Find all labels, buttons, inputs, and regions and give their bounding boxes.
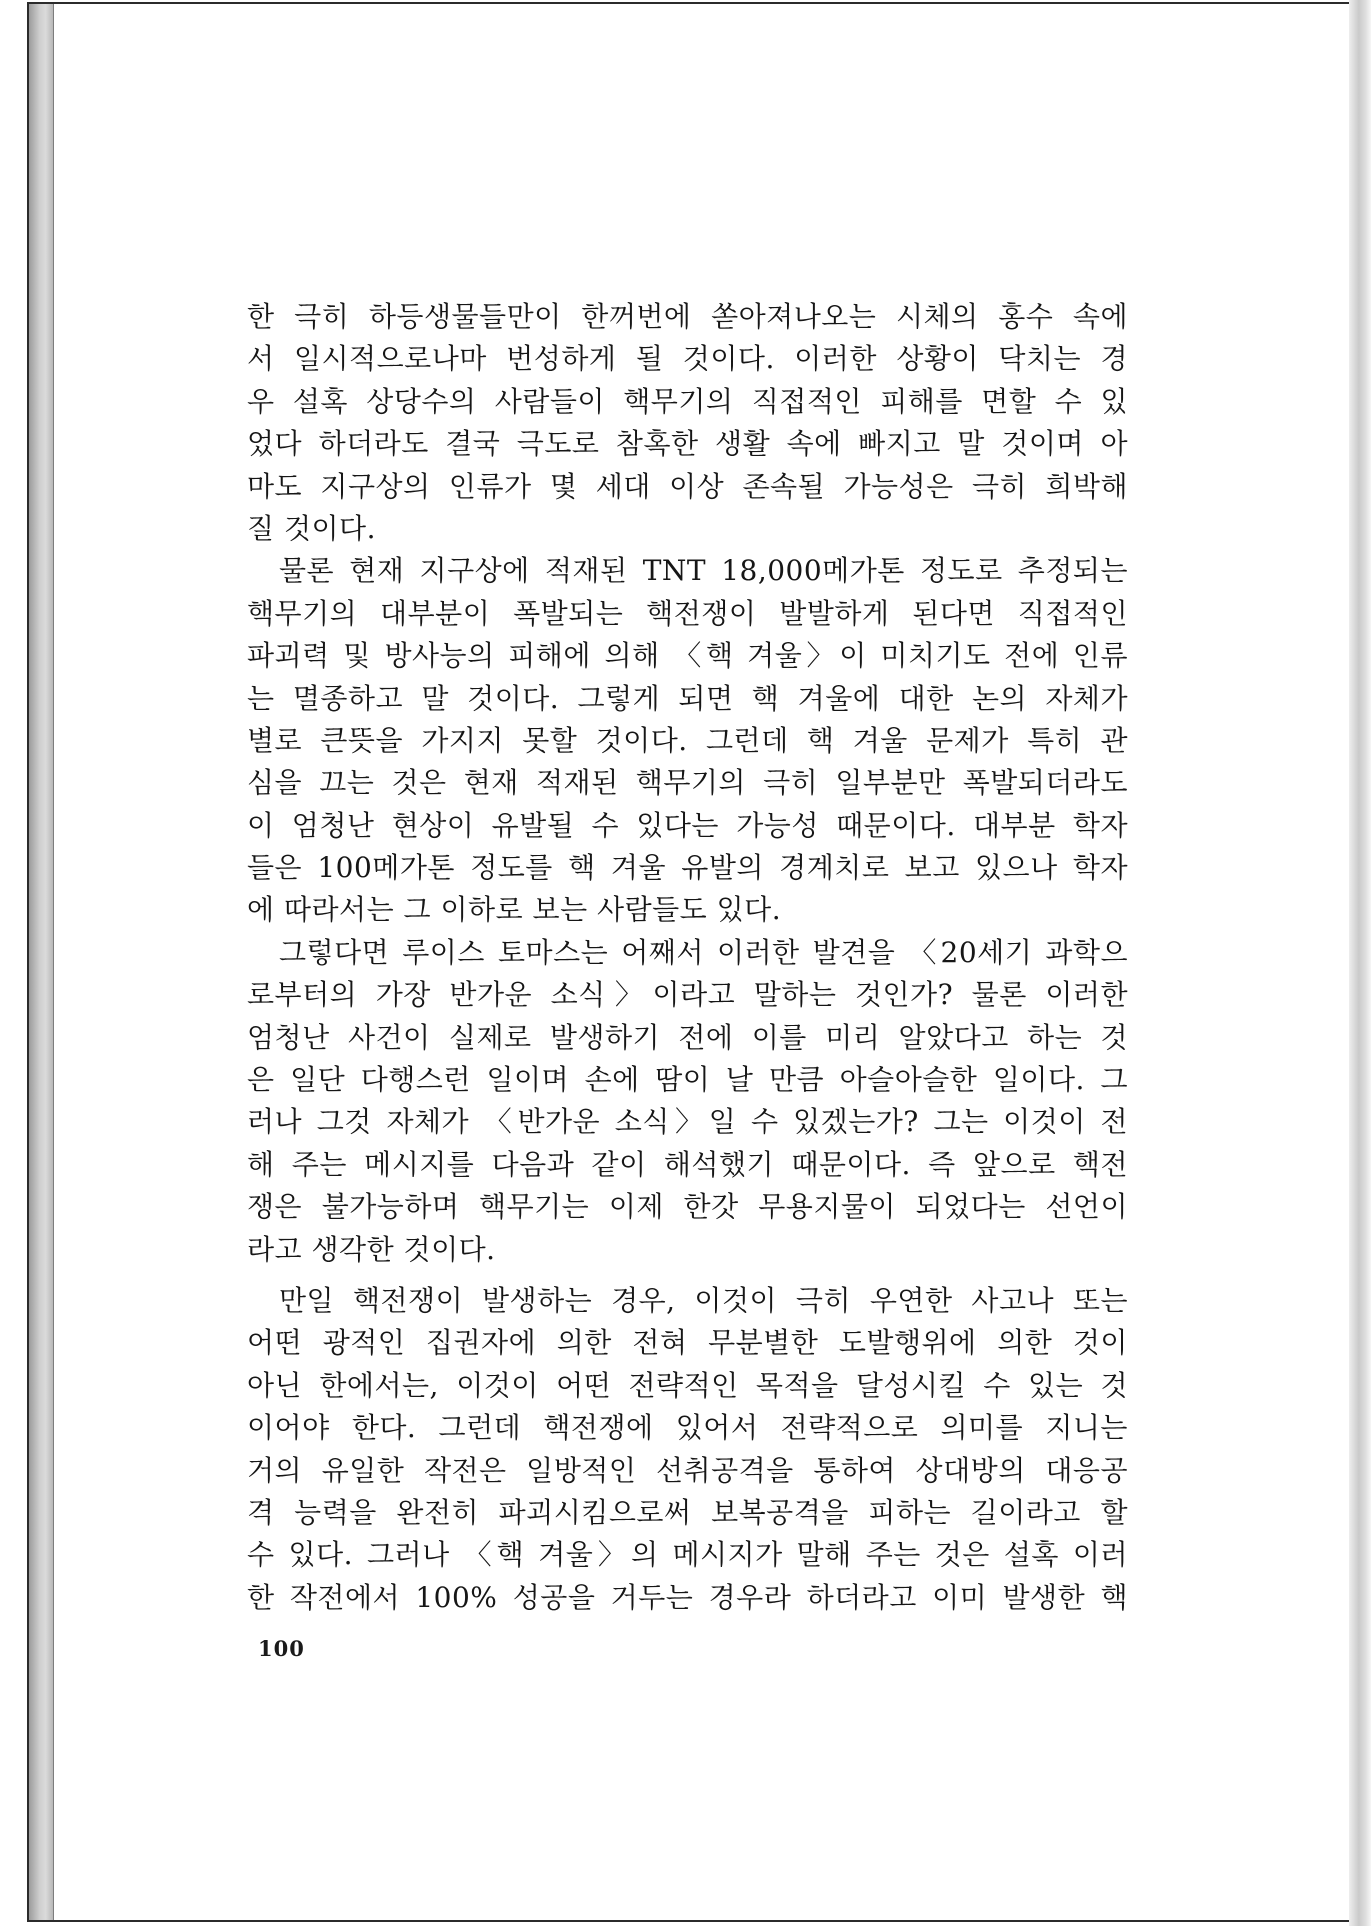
page-edge-shadow <box>1349 0 1371 1926</box>
text-line: 한 극히 하등생물들만이 한꺼번에 쏟아져나오는 시체의 홍수 속에 <box>247 300 1128 333</box>
paragraph <box>247 550 1128 932</box>
text-line: 마도 지구상의 인류가 몇 세대 이상 존속될 가능성은 극히 희박해 <box>247 469 1128 503</box>
paragraph <box>247 296 1128 550</box>
text-line: 물론 현재 지구상에 적재된 TNT 18,000메가톤 정도로 추정되는 <box>279 554 1128 588</box>
paragraph <box>247 1280 1128 1619</box>
text-line: 핵무기의 대부분이 폭발되는 핵전쟁이 발발하게 된다면 직접적인 <box>247 596 1128 630</box>
text-line: 그렇다면 루이스 토마스는 어째서 이러한 발견을 〈20세기 과학으 <box>279 935 1128 969</box>
text-line: 한 작전에서 100% 성공을 거두는 경우라 하더라고 이미 발생한 핵 <box>247 1580 1128 1614</box>
text-line: 수 있다. 그러나 〈핵 겨울〉의 메시지가 말해 주는 것은 설혹 이러 <box>247 1538 1128 1572</box>
text-line: 에 따라서는 그 이하로 보는 사람들도 있다. <box>247 893 782 927</box>
text-line: 쟁은 불가능하며 핵무기는 이제 한갓 무용지물이 되었다는 선언이 <box>247 1190 1128 1224</box>
page-number: 100 <box>258 1636 305 1661</box>
text-line: 만일 핵전쟁이 발생하는 경우, 이것이 극히 우연한 사고나 또는 <box>279 1283 1128 1317</box>
text-line: 엄청난 사건이 실제로 발생하기 전에 이를 미리 알았다고 하는 것 <box>247 1020 1128 1054</box>
page-spine-shadow <box>29 4 54 1920</box>
text-line: 서 일시적으로나마 번성하게 될 것이다. 이러한 상황이 닥치는 경 <box>247 342 1128 376</box>
text-line: 라고 생각한 것이다. <box>247 1232 496 1266</box>
text-line: 아닌 한에서는, 이것이 어떤 전략적인 목적을 달성시킬 수 있는 것 <box>247 1368 1128 1402</box>
text-line: 었다 하더라도 결국 극도로 참혹한 생활 속에 빠지고 말 것이며 아 <box>247 427 1128 461</box>
text-line: 질 것이다. <box>247 511 376 545</box>
text-line: 어떤 광적인 집권자에 의한 전혀 무분별한 도발행위에 의한 것이 <box>247 1326 1128 1360</box>
text-line: 은 일단 다행스런 일이며 손에 땀이 날 만큼 아슬아슬한 일이다. 그 <box>247 1063 1128 1097</box>
text-line: 파괴력 및 방사능의 피해에 의해 〈핵 겨울〉이 미치기도 전에 인류 <box>247 639 1128 673</box>
text-line: 격 능력을 완전히 파괴시킴으로써 보복공격을 피하는 길이라고 할 <box>247 1495 1128 1529</box>
body-text <box>247 296 1128 1619</box>
text-line: 거의 유일한 작전은 일방적인 선취공격을 통하여 상대방의 대응공 <box>247 1453 1128 1487</box>
text-line: 별로 큰뜻을 가지지 못할 것이다. 그런데 핵 겨울 문제가 특히 관 <box>247 723 1128 757</box>
text-line: 는 멸종하고 말 것이다. 그렇게 되면 핵 겨울에 대한 논의 자체가 <box>247 681 1128 715</box>
text-line: 러나 그것 자체가 〈반가운 소식〉일 수 있겠는가? 그는 이것이 전 <box>247 1105 1128 1139</box>
text-line: 심을 끄는 것은 현재 적재된 핵무기의 극히 일부분만 폭발되더라도 <box>247 766 1128 800</box>
text-line: 들은 100메가톤 정도를 핵 겨울 유발의 경계치로 보고 있으나 학자 <box>247 851 1128 885</box>
text-line: 이 엄청난 현상이 유발될 수 있다는 가능성 때문이다. 대부분 학자 <box>247 808 1128 842</box>
text-line: 우 설혹 상당수의 사람들이 핵무기의 직접적인 피해를 면할 수 있 <box>247 384 1128 418</box>
text-line: 해 주는 메시지를 다음과 같이 해석했기 때문이다. 즉 앞으로 핵전 <box>247 1147 1128 1181</box>
paragraph <box>247 932 1128 1271</box>
text-line: 로부터의 가장 반가운 소식〉이라고 말하는 것인가? 물론 이러한 <box>247 978 1128 1012</box>
text-line: 이어야 한다. 그런데 핵전쟁에 있어서 전략적으로 의미를 지니는 <box>247 1411 1128 1445</box>
